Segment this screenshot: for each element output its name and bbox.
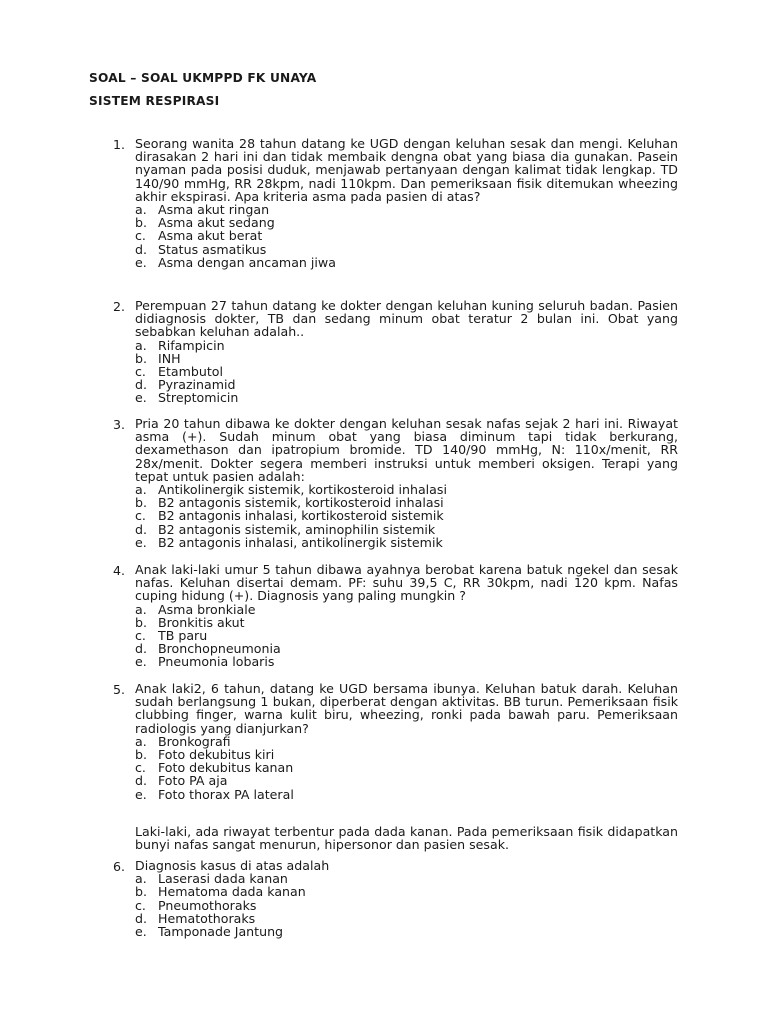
option-list (113, 203, 678, 269)
option-letter: e. (135, 786, 147, 802)
question-stem: Perempuan 27 tahun datang ke dokter dengan keluhan kuning seluruh badan. Pasien didiagnosis dokter, TB dan sedang minum obat teratur 2 bulan ini. Obat yang sebabkan keluhan adalah.. (135, 298, 678, 340)
option-text: B2 antagonis inhalasi, kortikosteroid sistemik (158, 508, 444, 524)
option-letter: b. (135, 350, 147, 366)
option-letter: d. (135, 910, 147, 926)
option-text: Asma akut ringan (158, 202, 270, 218)
option-e (113, 925, 678, 938)
question-stem: Anak laki2, 6 tahun, datang ke UGD bersama ibunya. Keluhan batuk darah. Keluhan sudah berlangsung 1 bukan, diperberat dengan aktivitas. BB turun. Pemeriksaan fisik clubbing finger, warna kulit biru, wheezing, ronki pada bawah paru. Pemeriksaan radiologis yang dianjurkan? (135, 681, 678, 736)
option-letter: b. (135, 884, 147, 900)
option-letter: a. (135, 337, 147, 353)
option-text: Etambutol (158, 364, 223, 380)
option-letter: d. (135, 241, 147, 257)
option-letter: a. (135, 202, 147, 218)
option-letter: c. (135, 508, 146, 524)
question-2 (113, 299, 678, 405)
option-letter: a. (135, 871, 147, 887)
option-letter: c. (135, 760, 146, 776)
option-letter: d. (135, 641, 147, 657)
option-text: Pneumothoraks (158, 897, 257, 913)
option-letter: c. (135, 228, 146, 244)
option-a (113, 339, 678, 352)
option-text: Rifampicin (158, 337, 225, 353)
option-letter: d. (135, 377, 147, 393)
option-letter: a. (135, 601, 147, 617)
question-number: 2. (113, 299, 126, 314)
option-letter: b. (135, 215, 147, 231)
option-letter: c. (135, 628, 146, 644)
option-e (113, 391, 678, 404)
option-list (113, 872, 678, 938)
question-stem: Pria 20 tahun dibawa ke dokter dengan keluhan sesak nafas sejak 2 hari ini. Riwayat asma (+). Sudah minum obat yang biasa diminum tapi tidak berkurang, dexamethason dan ipatropium bromide. TD 140/90 mmHg, N: 110x/menit, RR 28x/menit. Dokter segera memberi instruksi untuk memberi oksigen. Terapi yang tepat untuk pasien adalah: (135, 416, 678, 484)
option-text: Asma dengan ancaman jiwa (158, 254, 336, 270)
option-text: Foto dekubitus kiri (158, 747, 275, 763)
option-list (113, 339, 678, 405)
option-text: Tamponade Jantung (158, 924, 284, 940)
option-text: B2 antagonis sistemik, aminophilin sistemik (158, 521, 436, 537)
option-letter: b. (135, 614, 147, 630)
question-stem: Anak laki-laki umur 5 tahun dibawa ayahnya berobat karena batuk ngekel dan sesak nafas. Keluhan disertai demam. PF: suhu 39,5 C, RR 30kpm, nadi 120 kpm. Nafas cuping hidung (+). Diagnosis yang paling mungkin ? (135, 562, 678, 604)
question-5 (113, 682, 678, 801)
option-text: Bronkitis akut (158, 614, 245, 630)
question-number: 5. (113, 682, 126, 697)
document-title: SOAL – SOAL UKMPPD FK UNAYA (89, 71, 317, 85)
option-letter: e. (135, 254, 147, 270)
option-text: TB paru (158, 628, 208, 644)
option-letter: b. (135, 495, 147, 511)
document-subtitle: SISTEM RESPIRASI (89, 94, 220, 108)
option-text: Status asmatikus (158, 241, 267, 257)
option-letter: b. (135, 747, 147, 763)
question-3 (113, 417, 678, 549)
option-text: Streptomicin (158, 390, 239, 406)
option-letter: d. (135, 521, 147, 537)
option-list (113, 483, 678, 549)
option-letter: d. (135, 773, 147, 789)
question-stem: Diagnosis kasus di atas adalah (135, 858, 330, 873)
option-list (113, 603, 678, 669)
option-text: INH (158, 350, 181, 366)
option-e (113, 256, 678, 269)
option-letter: c. (135, 364, 146, 380)
option-letter: e. (135, 654, 147, 670)
option-text: Hematothoraks (158, 910, 256, 926)
option-letter: c. (135, 897, 146, 913)
option-text: B2 antagonis inhalasi, antikolinergik sistemik (158, 534, 443, 550)
option-e (113, 655, 678, 668)
option-text: Foto dekubitus kanan (158, 760, 294, 776)
case-description: Laki-laki, ada riwayat terbentur pada dada kanan. Pada pemeriksaan fisik didapatkan bunyi nafas sangat menurun, hipersonor dan pasien sesak. (135, 824, 678, 853)
option-letter: a. (135, 482, 147, 498)
question-number: 6. (113, 859, 126, 874)
question-stem: Seorang wanita 28 tahun datang ke UGD dengan keluhan sesak dan mengi. Keluhan dirasakan 2 hari ini dan tidak membaik dengna obat yang biasa dia gunakan. Pasein nyaman pada posisi duduk, menjawab pertanyaan dengan kalimat tidak lengkap. TD 140/90 mmHg, RR 28kpm, nadi 110kpm. Dan pemeriksaan fisik ditemukan wheezing akhir ekspirasi. Apa kriteria asma pada pasien di atas? (135, 136, 678, 204)
option-text: Antikolinergik sistemik, kortikosteroid inhalasi (158, 482, 447, 498)
option-letter: a. (135, 733, 147, 749)
option-text: B2 antagonis sistemik, kortikosteroid inhalasi (158, 495, 444, 511)
option-text: Foto PA aja (158, 773, 228, 789)
question-number: 3. (113, 417, 126, 432)
option-list (113, 735, 678, 801)
option-text: Hematoma dada kanan (158, 884, 306, 900)
option-text: Pneumonia lobaris (158, 654, 275, 670)
option-text: Asma akut sedang (158, 215, 275, 231)
option-text: Pyrazinamid (158, 377, 236, 393)
question-6 (113, 859, 678, 938)
option-e (113, 788, 678, 801)
option-text: Asma akut berat (158, 228, 263, 244)
option-text: Bronkografi (158, 733, 231, 749)
option-letter: e. (135, 534, 147, 550)
option-text: Bronchopneumonia (158, 641, 281, 657)
option-letter: e. (135, 924, 147, 940)
option-letter: e. (135, 390, 147, 406)
option-text: Foto thorax PA lateral (158, 786, 294, 802)
question-number: 4. (113, 563, 126, 578)
question-number: 1. (113, 137, 126, 152)
question-4 (113, 563, 678, 669)
question-1 (113, 137, 678, 269)
option-text: Asma bronkiale (158, 601, 256, 617)
option-text: Laserasi dada kanan (158, 871, 288, 887)
option-e (113, 536, 678, 549)
